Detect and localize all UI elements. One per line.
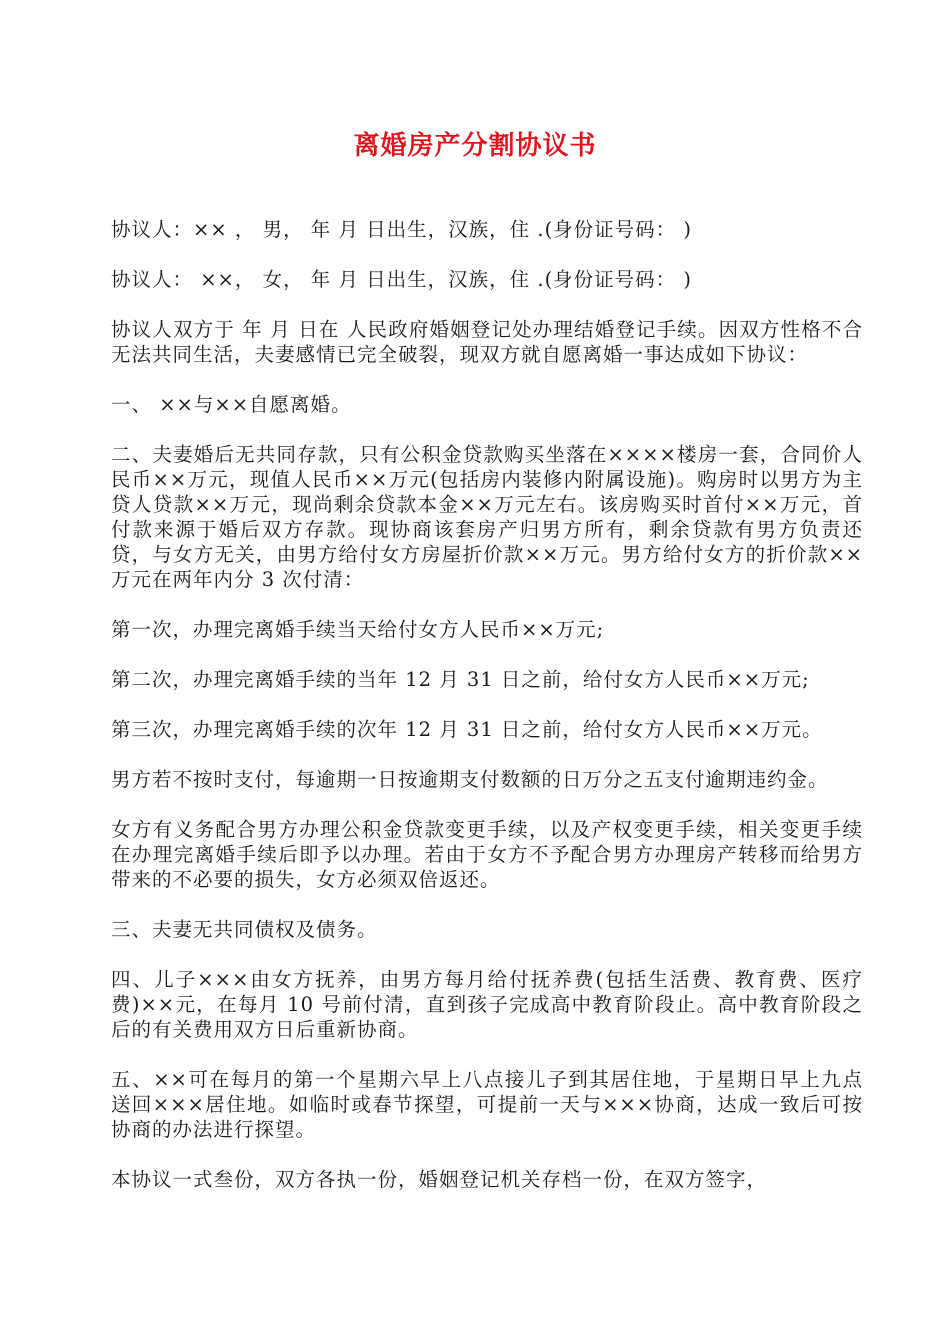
clause-one-paragraph: 一、 ××与××自愿离婚。: [111, 393, 352, 416]
payment-second-paragraph: 第二次，办理完离婚手续的当年 12 月 31 日之前，给付女方人民币××万元;: [111, 668, 810, 691]
document-body: [111, 217, 863, 1217]
document-title: 离婚房产分割协议书: [353, 131, 597, 161]
clause-two-paragraph: 二、夫妻婚后无共同存款，只有公积金贷款购买坐落在××××楼房一套，合同价人民币××万元，现值人民币××万元(包括房内装修内附属设施)。购房时以男方为主贷人贷款××万元，现尚剩余贷款本金××万元左右。该房购买时首付××万元，首付款来源于婚后双方存款。现协商该套房产归男方所有，剩余贷款有男方负责还贷，与女方无关，由男方给付女方房屋折价款××万元。男方给付女方的折价款××万元在两年内分 3 次付清：: [111, 443, 863, 591]
party-two-paragraph: 协议人： ××， 女， 年 月 日出生，汉族，住 .(身份证号码： ): [111, 268, 692, 291]
clause-three-paragraph: 三、夫妻无共同债权及债务。: [111, 918, 378, 941]
payment-third-paragraph: 第三次，办理完离婚手续的次年 12 月 31 日之前，给付女方人民币××万元。: [111, 718, 823, 741]
late-payment-paragraph: 男方若不按时支付，每逾期一日按逾期支付数额的日万分之五支付逾期违约金。: [111, 768, 829, 791]
payment-first-paragraph: 第一次，办理完离婚手续当天给付女方人民币××万元;: [111, 618, 605, 641]
copies-paragraph: 本协议一式叁份，双方各执一份，婚姻登记机关存档一份，在双方签字，: [111, 1168, 768, 1191]
clause-four-paragraph: 四、儿子×××由女方抚养，由男方每月给付抚养费(包括生活费、教育费、医疗费)××元，在每月 10 号前付清，直到孩子完成高中教育阶段止。高中教育阶段之后的有关费用双方日后重新协商。: [111, 968, 863, 1041]
intro-paragraph: 协议人双方于 年 月 日在 人民政府婚姻登记处办理结婚登记手续。因双方性格不合无法共同生活，夫妻感情已完全破裂，现双方就自愿离婚一事达成如下协议：: [111, 318, 863, 366]
clause-five-paragraph: 五、××可在每月的第一个星期六早上八点接儿子到其居住地，于星期日早上九点送回×××居住地。如临时或春节探望，可提前一天与×××协商，达成一致后可按协商的办法进行探望。: [111, 1068, 863, 1141]
cooperation-paragraph: 女方有义务配合男方办理公积金贷款变更手续，以及产权变更手续，相关变更手续在办理完离婚手续后即予以办理。若由于女方不予配合男方办理房产转移而给男方带来的不必要的损失，女方必须双倍返还。: [111, 818, 863, 891]
party-one-paragraph: 协议人：×× ， 男， 年 月 日出生，汉族，住 .(身份证号码： ): [111, 218, 692, 241]
